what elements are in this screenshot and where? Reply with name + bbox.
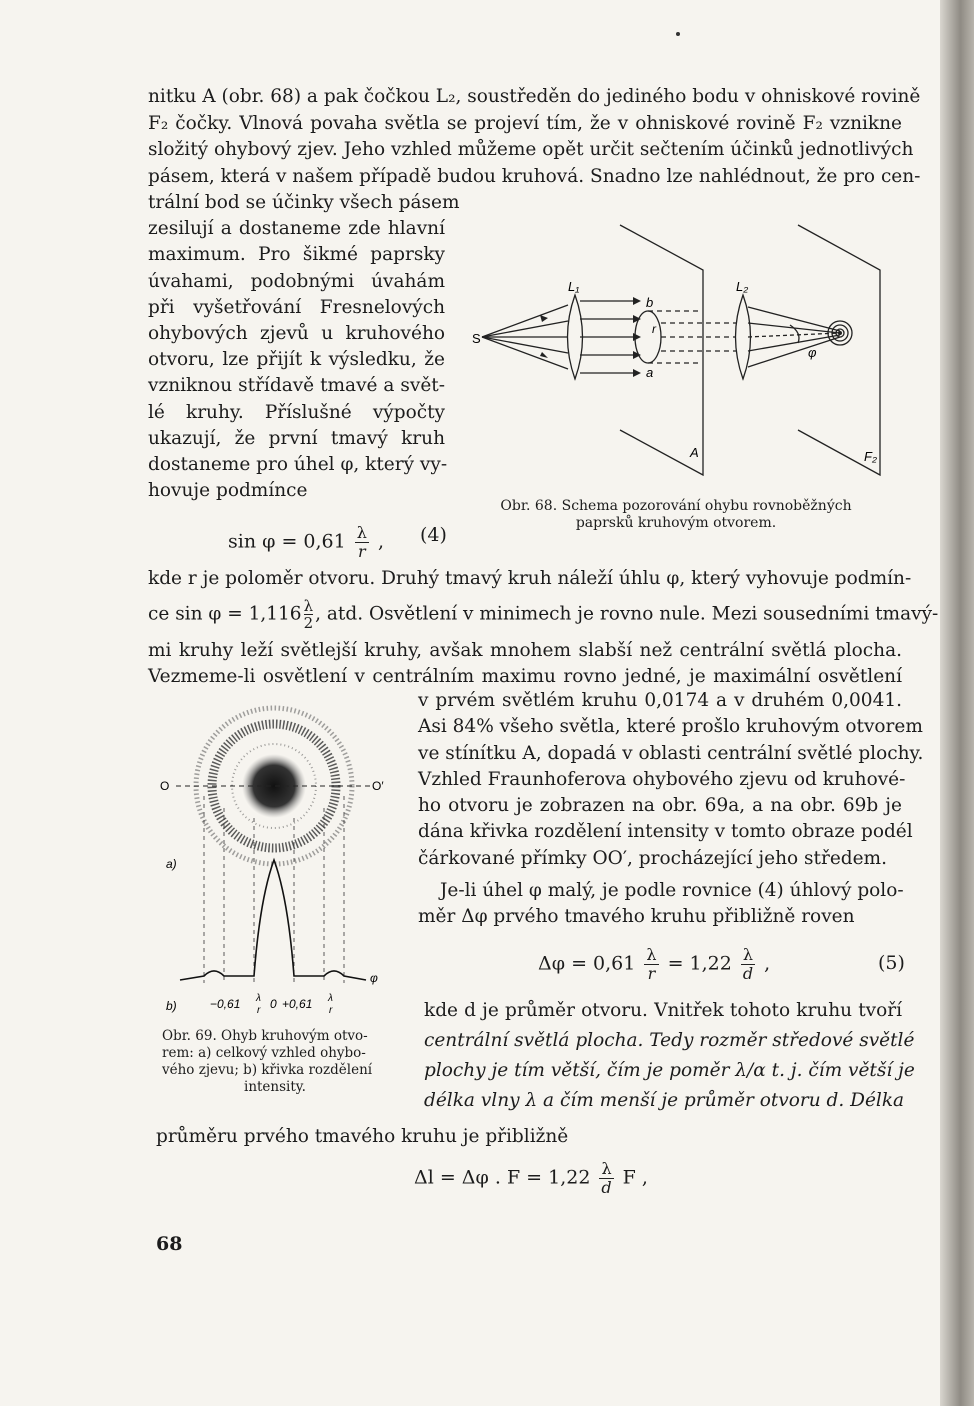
text-line: v prvém světlém kruhu 0,0174 a v druhém 0,0041. <box>418 690 902 711</box>
text-line: zesilují a dostaneme zde hlavní <box>148 218 445 240</box>
text-line: ukazují, že první tmavý kruh <box>148 427 445 449</box>
equation-6 <box>414 1160 648 1197</box>
label-L2: L₂ <box>736 279 749 294</box>
label-L1: L₁ <box>568 279 580 294</box>
text-line: při vyšetřování Fresnelových <box>148 296 445 318</box>
numerator: λ <box>646 945 657 964</box>
text-line: centrální světlá plocha. Tedy rozměr středové světlé <box>424 1030 915 1051</box>
equation-lhs: Δl = Δφ . F = 1,22 <box>414 1166 591 1189</box>
label-plus-061: +0,61 <box>282 997 313 1011</box>
diffraction-pattern <box>196 708 352 864</box>
denominator: r <box>647 964 656 983</box>
paragraph-3 <box>418 688 924 872</box>
text-line: čárkované přímky OO′, procházející jeho středem. <box>418 847 887 869</box>
text-line: průměru prvého tmavého kruhu je přibližně <box>156 1126 569 1147</box>
text-line: plochy je tím větší, čím je poměr λ/α t. j. čím větší je <box>424 1060 915 1081</box>
speck <box>676 32 680 36</box>
equation-lhs: sin φ = 0,61 <box>228 530 346 553</box>
label-zero: 0 <box>270 997 277 1011</box>
caption-line: vého zjevu; b) křivka rozdělení <box>162 1062 373 1078</box>
text-line: kde r je poloměr otvoru. Druhý tmavý kruh náleží úhlu φ, který vyhovuje podmín- <box>148 568 912 589</box>
text-line: Asi 84% všeho světla, které prošlo kruhovým otvorem <box>418 716 923 738</box>
inline-math: ce sin φ = 1,116 <box>148 603 302 625</box>
text-line: složitý ohybový zjev. Jeho vzhled můžeme opět určit sečtením účinků jednotlivých <box>148 139 914 161</box>
text-line: ohybových zjevů u kruhového <box>148 323 445 345</box>
label-lambda: λ <box>256 993 261 1004</box>
figure-68-diagram <box>468 215 908 480</box>
text-line: maximum. Pro šikmé paprsky <box>148 244 445 266</box>
label-lambda: λ <box>328 993 333 1004</box>
paragraph-1 <box>148 84 921 190</box>
label-a: a <box>646 365 654 380</box>
text-line: ve stínítku A, dopadá v oblasti centrální světlé plochy. <box>418 742 924 764</box>
equation-4-label: (4) <box>420 524 447 546</box>
page-number: 68 <box>156 1233 183 1255</box>
figure-69-caption <box>162 1028 412 1096</box>
label-O: O <box>160 779 170 793</box>
denominator: r <box>358 542 366 561</box>
equation-tail: , <box>377 530 384 553</box>
label-r: r <box>257 1005 261 1016</box>
label-phi: φ <box>808 345 817 360</box>
text-line: Je-li úhel φ malý, je podle rovnice (4) úhlový polo- <box>440 880 904 901</box>
text-line: nitku A (obr. 68) a pak čočkou L₂, soustředěn do jediného bodu v ohniskové rovině <box>148 86 921 107</box>
fraction <box>355 524 369 561</box>
label-S: S <box>472 331 481 346</box>
text-line: Vzhled Fraunhoferova ohybového zjevu od kruhové- <box>418 768 906 790</box>
text-line: kde d je průměr otvoru. Vnitřek tohoto kruhu tvoří <box>424 1000 902 1021</box>
label-A: A <box>690 445 699 460</box>
text-line: mi kruhy leží světlejší kruhy, avšak mnohem slabší než centrální světlá plocha. <box>148 640 902 661</box>
paragraph-4 <box>418 878 902 931</box>
paragraph-5 <box>424 996 915 1116</box>
equation-tail: , <box>764 952 771 975</box>
equation-tail: F , <box>622 1166 648 1189</box>
text-line: měr Δφ prvého tmavého kruhu přibližně roven <box>418 906 855 928</box>
text-line: dostaneme pro úhel φ, který vy- <box>148 454 448 476</box>
text-line: F₂ čočky. Vlnová povaha světla se projeví tím, že v ohniskové rovině F₂ vznikne <box>148 112 902 134</box>
label-b: b) <box>166 999 177 1013</box>
fraction <box>741 946 755 983</box>
figure-68-caption: Obr. 68. Schema pozorování ohybu rovnoběžných paprsků kruhovým otvorem. <box>500 498 852 531</box>
label-F2: F₂ <box>864 449 877 464</box>
label-O-prime: O′ <box>372 779 384 793</box>
denominator: d <box>742 964 754 983</box>
equation-5-label: (5) <box>878 952 905 974</box>
text-line-with-fraction <box>148 597 939 632</box>
label-r: r <box>329 1005 333 1016</box>
caption-line: intensity. <box>244 1079 306 1095</box>
text-line: dána křivka rozdělení intensity v tomto obraze podél <box>418 821 913 843</box>
text-line: úvahami, podobnými úvahám <box>148 270 445 292</box>
label-r: r <box>652 322 656 336</box>
text-line: ho otvoru je zobrazen na obr. 69a, a na obr. 69b je <box>418 795 902 817</box>
text-continuation: , atd. Osvětlení v minimech je rovno nule. Mezi sousedními tmavý- <box>315 603 939 625</box>
figure-69-diagram <box>160 698 405 1018</box>
text-line: trální bod se účinky všech pásem <box>148 192 460 213</box>
label-phi: φ <box>370 971 378 985</box>
text-line: Vezmeme-li osvětlení v centrálním maximu rovno jedné, je maximální osvětlení <box>148 666 902 687</box>
numerator: λ <box>601 1159 612 1178</box>
equation-mid: = 1,22 <box>667 952 732 975</box>
denominator: 2 <box>303 614 314 632</box>
numerator: λ <box>742 945 754 964</box>
equation-lhs: Δφ = 0,61 <box>538 952 636 975</box>
label-b: b <box>646 295 654 310</box>
page-edge-shadow <box>940 0 974 1406</box>
numerator: λ <box>303 597 314 615</box>
text-line: délka vlny λ a čím menší je průměr otvoru d. Délka <box>424 1090 905 1111</box>
caption-line: Obr. 69. Ohyb kruhovým otvo- <box>162 1028 368 1044</box>
denominator: d <box>601 1178 612 1197</box>
fraction <box>644 946 658 983</box>
paragraph-1-narrow <box>148 190 460 504</box>
text-line: pásem, která v našem případě budou kruhová. Snadno lze nahlédnout, že pro cen- <box>148 165 921 187</box>
numerator: λ <box>356 523 367 542</box>
text-line: vzniknou střídavě tmavé a svět- <box>148 375 445 397</box>
fraction <box>599 1160 613 1197</box>
text-line: hovuje podmínce <box>148 480 308 502</box>
caption-line: rem: a) celkový vzhled ohybo- <box>162 1045 366 1061</box>
text-line: lé kruhy. Příslušné výpočty <box>148 401 445 423</box>
text-line: otvoru, lze přijít k výsledku, že <box>148 349 445 371</box>
label-a: a) <box>166 857 177 871</box>
label-minus-061: −0,61 <box>210 997 241 1011</box>
equation-4 <box>228 524 384 561</box>
fraction <box>304 598 314 631</box>
equation-5 <box>538 946 770 983</box>
